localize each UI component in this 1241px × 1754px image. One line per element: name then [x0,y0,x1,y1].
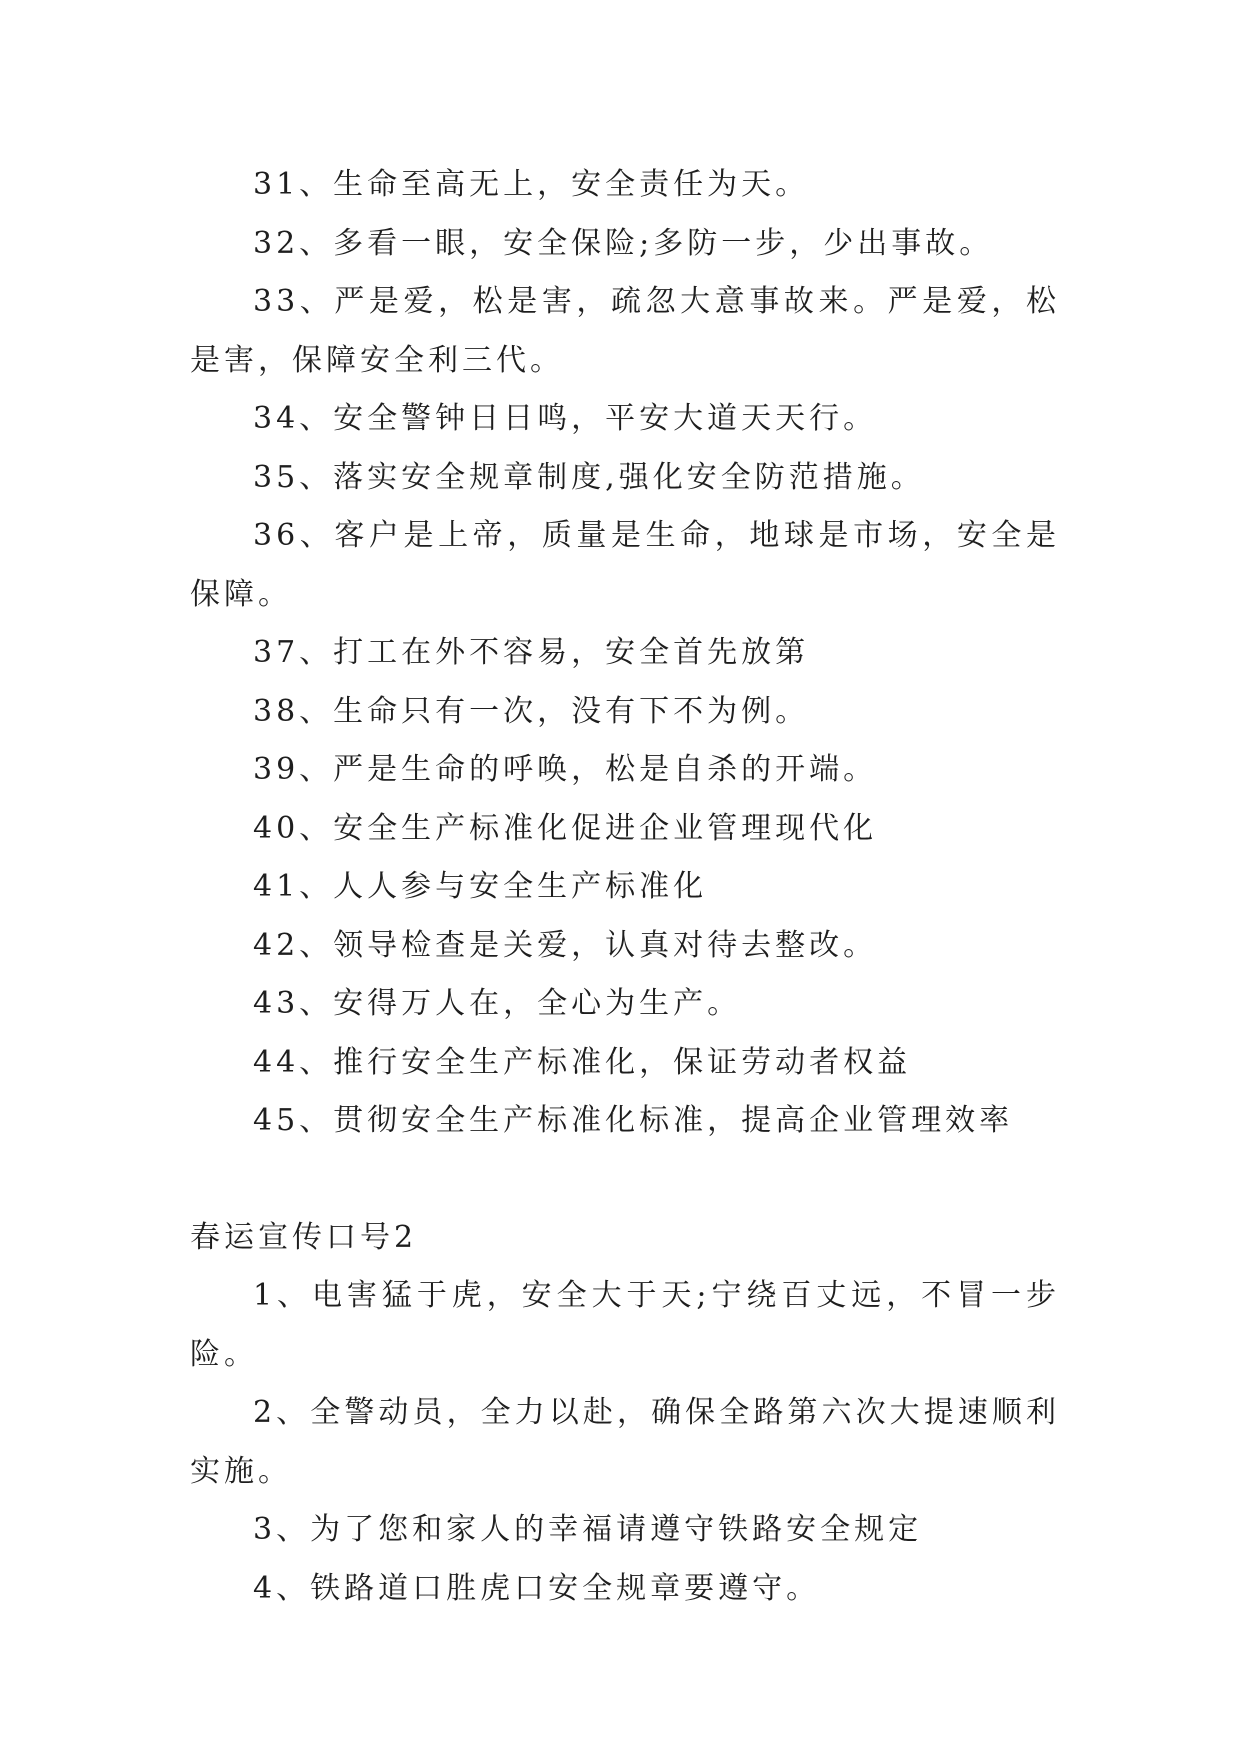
slogan-item: 44、推行安全生产标准化，保证劳动者权益 [253,1044,912,1080]
slogan-item: 35、落实安全规章制度,强化安全防范措施。 [253,459,925,495]
slogan-item: 41、人人参与安全生产标准化 [253,869,708,904]
document-body [190,156,1060,1618]
slogan-item: 34、安全警钟日日鸣，平安大道天天行。 [253,401,878,436]
slogan-item: 3、为了您和家人的幸福请遵守铁路安全规定 [253,1512,923,1547]
slogan-item: 37、打工在外不容易，安全首先放第 [253,635,810,670]
slogan-item: 32、多看一眼，安全保险;多防一步，少出事故。 [253,225,994,261]
slogan-item: 40、安全生产标准化促进企业管理现代化 [253,810,878,846]
section-title: 春运宣传口号2 [190,1219,418,1255]
slogan-item: 1、电害猛于虎，安全大于天;宁绕百丈远，不冒一步险。 [190,1278,1060,1372]
slogan-item: 43、安得万人在，全心为生产。 [253,986,742,1021]
slogan-item: 2、全警动员，全力以赴，确保全路第六次大提速顺利实施。 [190,1395,1060,1489]
slogan-item: 4、铁路道口胜虎口安全规章要遵守。 [253,1570,821,1606]
slogan-item: 36、客户是上帝，质量是生命，地球是市场，安全是保障。 [190,518,1060,612]
slogan-item: 45、贯彻安全生产标准化标准，提高企业管理效率 [253,1103,1014,1138]
slogan-item: 33、严是爱，松是害，疏忽大意事故来。严是爱，松是害，保障安全利三代。 [190,284,1060,378]
slogan-item: 38、生命只有一次，没有下不为例。 [253,693,810,729]
slogan-item: 39、严是生命的呼唤，松是自杀的开端。 [253,752,878,787]
slogan-item: 31、生命至高无上，安全责任为天。 [253,167,810,202]
slogan-item: 42、领导检查是关爱，认真对待去整改。 [253,927,878,963]
